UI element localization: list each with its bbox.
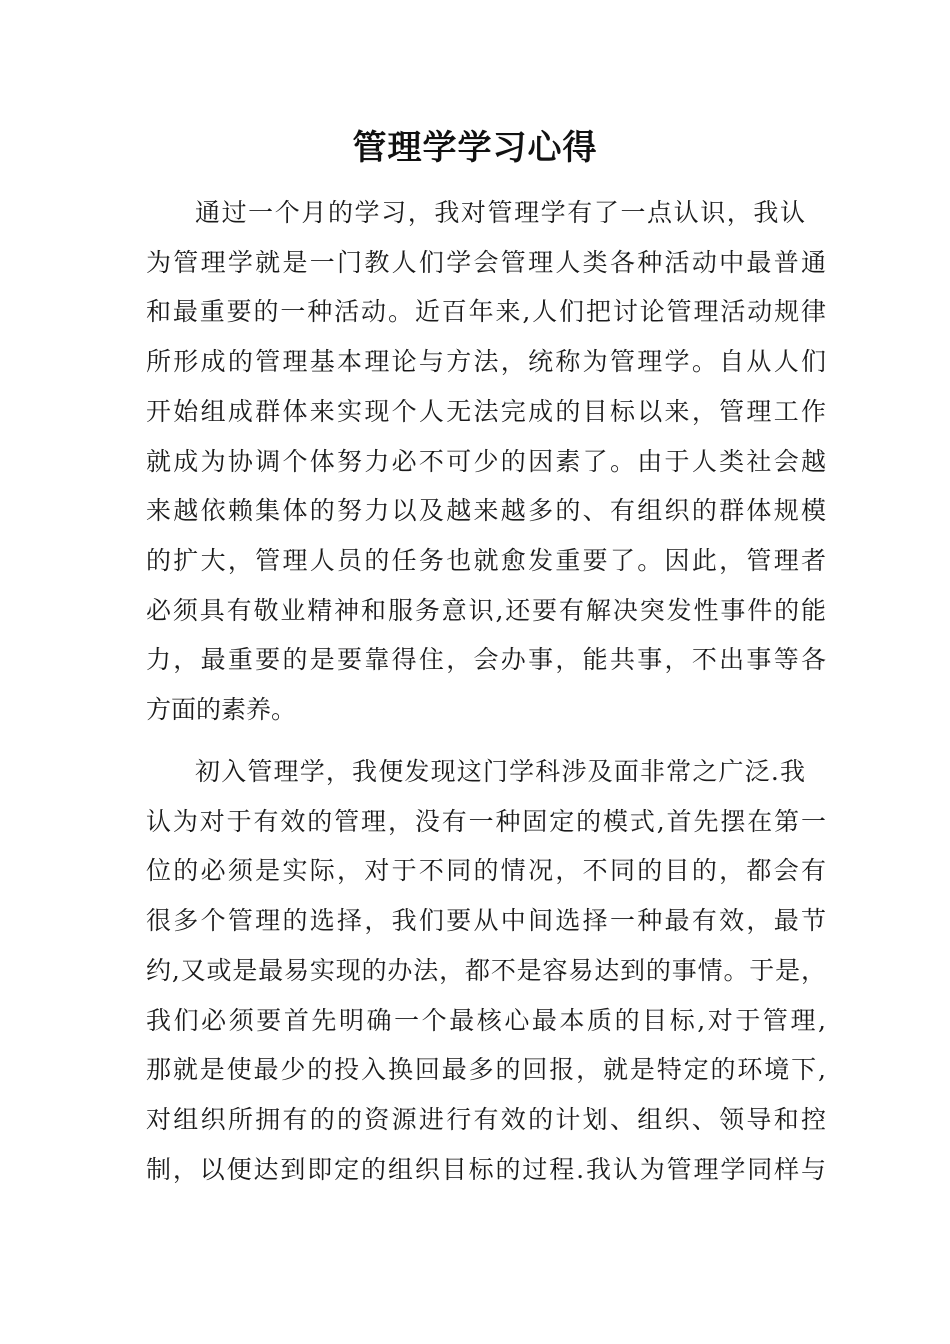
paragraph-line: 就成为协调个体努力必不可少的因素了。由于人类社会越 xyxy=(146,447,826,476)
paragraph-line: 必须具有敬业精神和服务意识,还要有解决突发性事件的能 xyxy=(146,596,826,625)
paragraph-line: 我们必须要首先明确一个最核心最本质的目标,对于管理, xyxy=(146,1006,826,1035)
paragraph-line: 认为对于有效的管理，没有一种固定的模式,首先摆在第一 xyxy=(146,807,826,836)
paragraph-line: 位的必须是实际，对于不同的情况，不同的目的，都会有 xyxy=(146,856,826,885)
paragraph-line: 很多个管理的选择，我们要从中间选择一种最有效，最节 xyxy=(146,906,826,935)
paragraph-line: 制，以便达到即定的组织目标的过程.我认为管理学同样与 xyxy=(146,1155,826,1184)
document-title: 管理学学习心得 xyxy=(352,128,598,168)
paragraph-line: 来越依赖集体的努力以及越来越多的、有组织的群体规模 xyxy=(146,496,826,525)
paragraph-line: 为管理学就是一门教人们学会管理人类各种活动中最普通 xyxy=(146,248,826,277)
paragraph-line: 初入管理学，我便发现这门学科涉及面非常之广泛.我 xyxy=(195,757,805,786)
paragraph-line: 力，最重要的是要靠得住，会办事，能共事，不出事等各 xyxy=(146,645,826,674)
paragraph-line: 对组织所拥有的的资源进行有效的计划、组织、领导和控 xyxy=(146,1105,826,1134)
paragraph-line: 那就是使最少的投入换回最多的回报，就是特定的环境下, xyxy=(146,1055,826,1084)
paragraph-line: 开始组成群体来实现个人无法完成的目标以来，管理工作 xyxy=(146,397,826,426)
paragraph-line: 通过一个月的学习，我对管理学有了一点认识，我认 xyxy=(195,198,805,227)
paragraph-line: 约,又或是最易实现的办法，都不是容易达到的事情。于是， xyxy=(146,956,826,985)
paragraph-line: 和最重要的一种活动。近百年来,人们把讨论管理活动规律 xyxy=(146,297,826,326)
paragraph-line: 所形成的管理基本理论与方法，统称为管理学。自从人们 xyxy=(146,347,826,376)
paragraph-line: 方面的素养。 xyxy=(146,695,297,724)
paragraph-line: 的扩大，管理人员的任务也就愈发重要了。因此，管理者 xyxy=(146,546,826,575)
